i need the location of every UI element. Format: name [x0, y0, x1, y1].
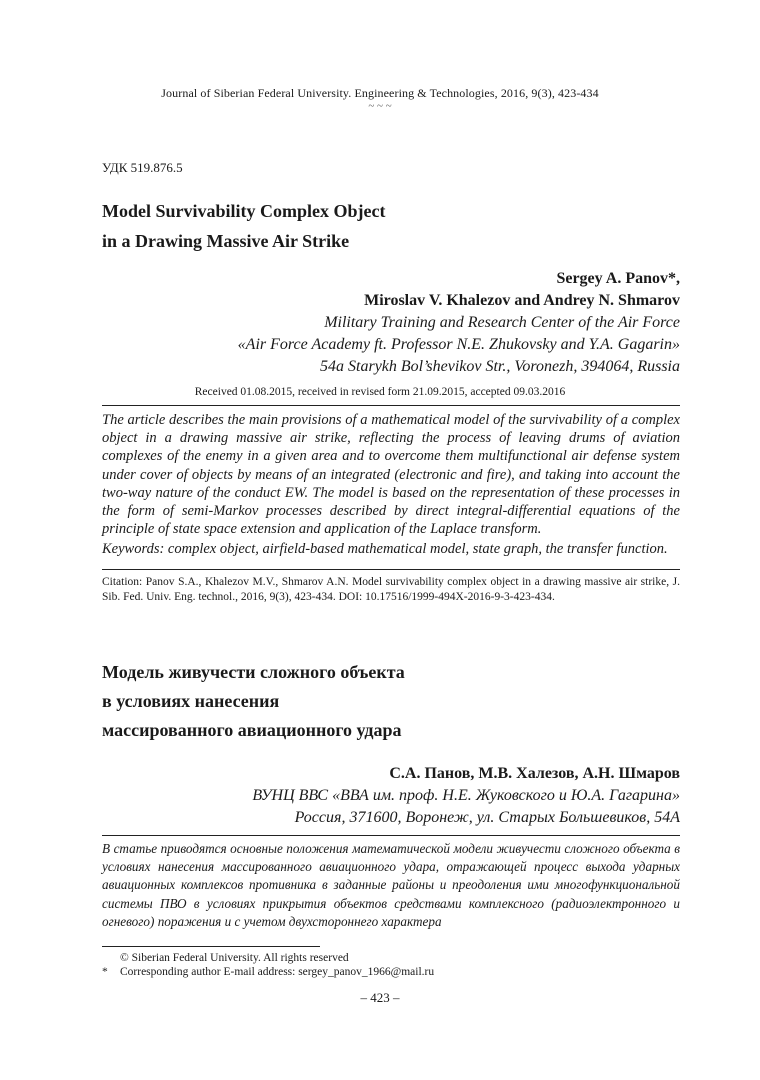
- citation: Citation: Panov S.A., Khalezov M.V., Shmarov A.N. Model survivability complex object in a drawing massive air strike, J. Sib. Fed. Univ. Eng. technol., 2016, 9(3), 423-434. DOI: 10.17516/1999-494X-2016-9-3-423-434.: [102, 576, 680, 603]
- title-en-line-1: Model Survivability Complex Object: [102, 201, 386, 221]
- journal-header: Journal of Siberian Federal University. Engineering & Technologies, 2016, 9(3), 423-434: [161, 86, 599, 100]
- udk-code: УДК 519.876.5: [102, 160, 183, 175]
- affiliation-line-3: 54a Starykh Bol’shevikov Str., Voronezh, 394064, Russia: [320, 358, 680, 375]
- abstract-ru: В статье приводятся основные положения математической модели живучести сложного объекта в условиях нанесения массированного авиационного удара, отражающей процесс выхода ударных авиационных комплексов противника в заданные районы и преодоления ими многофункциональной системы ПВО в условиях прикрытия объектов средствами комплексного (радиоэлектронного и огневого) поражения и с учетом двухстороннего характера: [102, 841, 680, 929]
- title-en-line-2: in a Drawing Massive Air Strike: [102, 231, 350, 251]
- footnote-rule: [102, 946, 320, 947]
- authors-block-ru: [252, 763, 680, 829]
- abstract-ru-top-rule: [102, 835, 680, 836]
- corresponding-footnote: [102, 966, 434, 978]
- affiliation-line-2: «Air Force Academy ft. Professor N.E. Zhukovsky and Y.A. Gagarin»: [237, 336, 680, 353]
- keywords-en: Keywords: complex object, airfield-based mathematical model, state graph, the transfer function.: [102, 541, 668, 557]
- header-ornament: ~ ~ ~: [368, 100, 392, 112]
- article-title-en: [102, 196, 385, 256]
- article-title-ru: [102, 658, 405, 745]
- title-ru-line-2: в условиях нанесения: [102, 691, 280, 711]
- citation-top-rule: [102, 569, 680, 570]
- abstract-en: The article describes the main provisions of a mathematical model of the survivability of a complex object in a drawing massive air strike, reflecting the process of leaving drums of aviation complexes of the enemy in a given area and to overcome them multifunctional air defense system under cover of objects by means of an integrated (electronic and fire), and taking into account the two-way nature of the conduct EW. The model is based on the representation of these processes in the form of semi-Markov processes described by direct integral-differential equations of the principle of state space extension and application of the Laplace transform.: [102, 412, 680, 538]
- copyright-footnote: © Siberian Federal University. All rights reserved: [120, 952, 349, 964]
- author-line-1: Sergey A. Panov*,: [556, 270, 680, 287]
- page-number: – 423 –: [360, 990, 400, 1005]
- corresponding-email: Corresponding author E-mail address: sergey_panov_1966@mail.ru: [120, 966, 435, 978]
- title-ru-line-3: массированного авиационного удара: [102, 720, 402, 740]
- authors-block-en: [238, 268, 680, 378]
- title-ru-line-1: Модель живучести сложного объекта: [102, 662, 405, 682]
- affiliation-ru-line-2: Россия, 371600, Воронеж, ул. Старых Большевиков, 54А: [294, 809, 680, 826]
- affiliation-line-1: Military Training and Research Center of the Air Force: [324, 314, 680, 331]
- abstract-top-rule: [102, 405, 680, 406]
- footnote-star: *: [102, 966, 108, 978]
- author-line-2: Miroslav V. Khalezov and Andrey N. Shmarov: [364, 292, 680, 309]
- received-dates: Received 01.08.2015, received in revised form 21.09.2015, accepted 09.03.2016: [194, 386, 566, 398]
- affiliation-ru-line-1: ВУНЦ ВВС «ВВА им. проф. Н.Е. Жуковского и Ю.А. Гагарина»: [252, 787, 680, 804]
- authors-ru: С.А. Панов, М.В. Халезов, А.Н. Шмаров: [389, 765, 680, 782]
